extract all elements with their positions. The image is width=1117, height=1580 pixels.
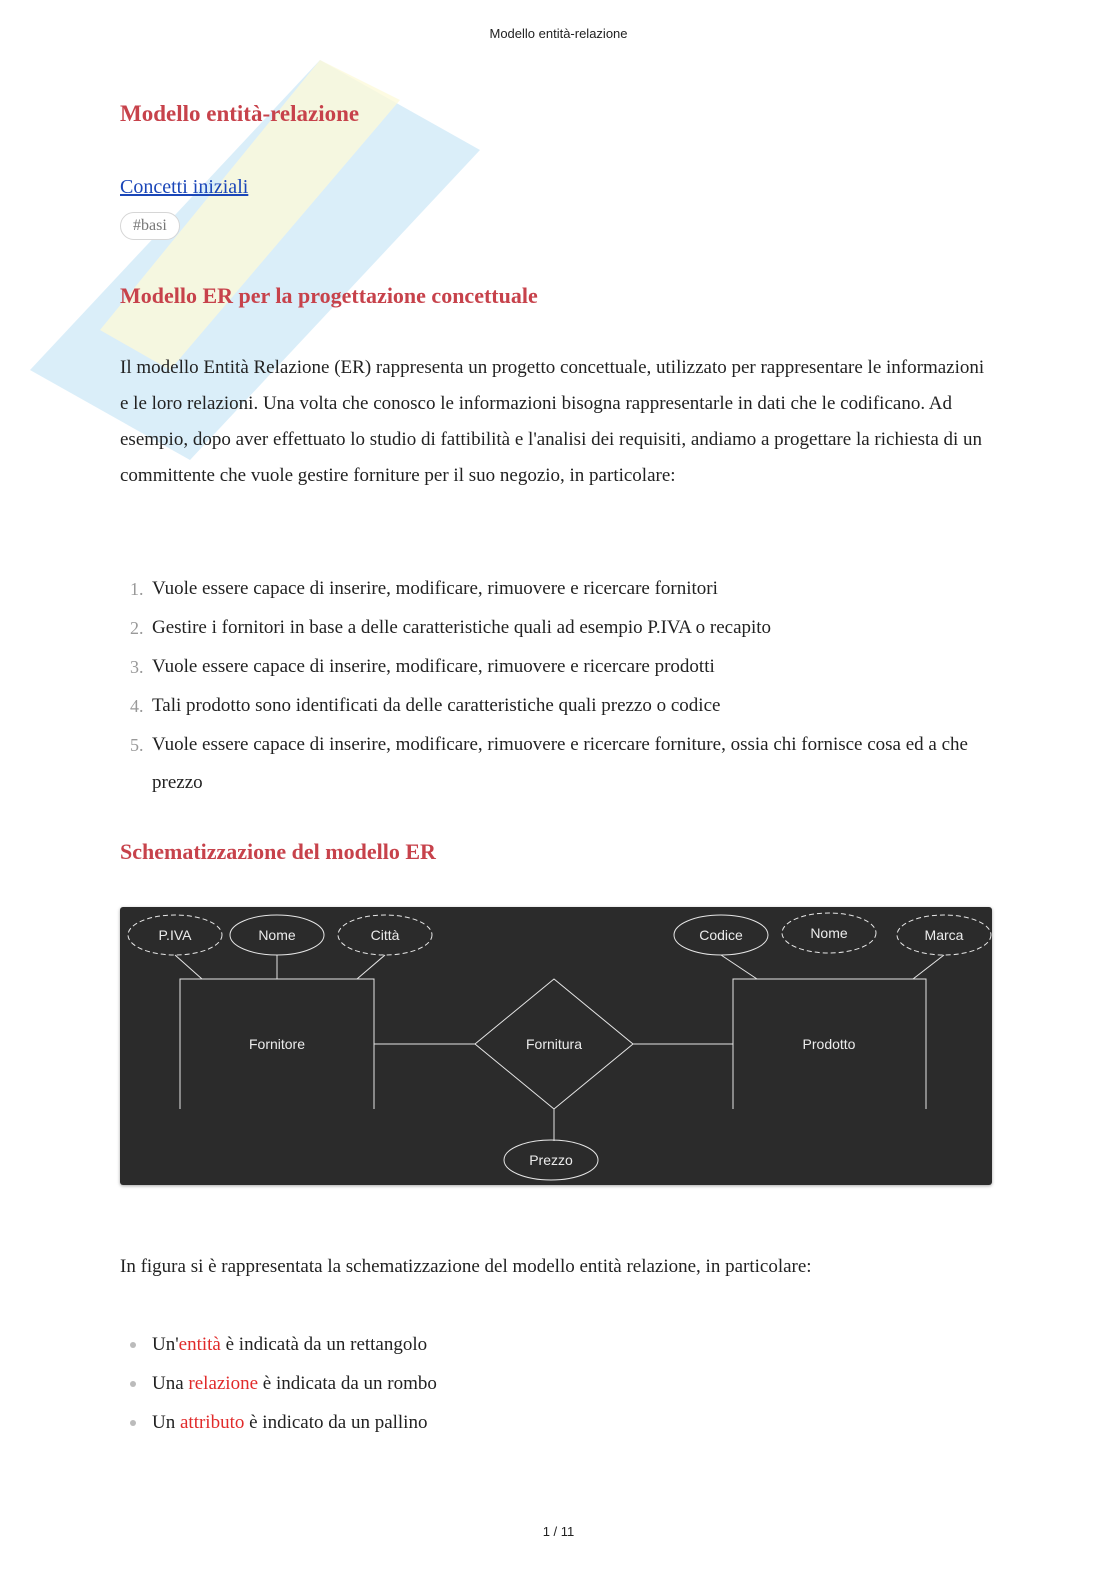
relation-label-fornitura: Fornitura	[525, 1036, 583, 1052]
er-diagram-svg	[120, 907, 992, 1185]
legend-post: è indicato da un pallino	[244, 1412, 428, 1433]
section-heading-schema: Schematizzazione del modello ER	[120, 839, 436, 864]
list-item	[120, 570, 992, 608]
bullet-icon	[130, 1342, 136, 1348]
list-number: 3.	[130, 657, 144, 677]
legend-list	[120, 1326, 992, 1443]
list-number: 2.	[130, 618, 144, 638]
intro-paragraph: Il modello Entità Relazione (ER) rappresenta un progetto concettuale, utilizzato per rappresentare le informazioni e le loro relazioni. Una volta che conosco le informazioni bisogna rappresentarle in dati che le codificano. Ad esempio, dopo aver effettuato lo studio di fattibilità e l'analisi dei requisiti, andiamo a progettare la richiesta di un committente che vuole gestire forniture per il suo negozio, in particolare:	[120, 357, 985, 486]
attr-link	[357, 955, 385, 979]
list-item-text: Tali prodotto sono identificati da delle caratteristiche quali prezzo o codice	[152, 695, 721, 716]
list-item	[120, 1326, 992, 1364]
legend-post: è indicata da un rombo	[258, 1373, 437, 1394]
legend-highlight: attributo	[179, 1412, 245, 1433]
attr-label-citta: Città	[370, 927, 400, 943]
entity-label-prodotto: Prodotto	[802, 1036, 856, 1052]
attr-label-prezzo: Prezzo	[529, 1152, 573, 1168]
list-number: 1.	[130, 579, 144, 599]
concetti-iniziali-link[interactable]: Concetti iniziali	[120, 176, 249, 198]
bullet-icon	[130, 1420, 136, 1426]
bullet-icon	[130, 1381, 136, 1387]
list-item-text: Vuole essere capace di inserire, modificare, rimuovere e ricercare prodotti	[152, 656, 715, 677]
requirements-list	[120, 570, 992, 803]
list-item	[120, 609, 992, 647]
page-number: 1 / 11	[542, 1524, 575, 1539]
list-item-text: Vuole essere capace di inserire, modificare, rimuovere e ricercare forniture, ossia chi fornisce cosa ed a che prezzo	[152, 734, 968, 793]
figure-description: In figura si è rappresentata la schematizzazione del modello entità relazione, in particolare:	[120, 1256, 812, 1277]
legend-pre: Un'	[152, 1334, 179, 1355]
section-heading-er: Modello ER per la progettazione concettuale	[120, 283, 538, 308]
attr-label-marca: Marca	[924, 927, 964, 943]
list-item	[120, 648, 992, 686]
attr-link	[721, 955, 757, 979]
legend-pre: Una	[152, 1373, 189, 1394]
attr-label-codice: Codice	[699, 927, 743, 943]
attr-label-nome-right: Nome	[810, 925, 848, 941]
list-item	[120, 687, 992, 725]
attr-label-nome-left: Nome	[258, 927, 296, 943]
page-title: Modello entità-relazione	[120, 101, 360, 126]
legend-highlight: relazione	[188, 1373, 259, 1394]
legend-highlight: entità	[178, 1334, 221, 1355]
attr-label-piva: P.IVA	[158, 927, 192, 943]
tag-basi[interactable]: #basi	[120, 212, 180, 240]
list-item	[120, 1365, 992, 1403]
running-header: Modello entità-relazione	[489, 26, 628, 41]
list-number: 5.	[130, 735, 144, 755]
list-item-text: Gestire i fornitori in base a delle caratteristiche quali ad esempio P.IVA o recapito	[152, 617, 772, 638]
attr-link	[175, 955, 202, 979]
attr-link	[913, 955, 944, 979]
list-number: 4.	[130, 696, 144, 716]
list-item	[120, 1404, 992, 1442]
list-item-text: Vuole essere capace di inserire, modificare, rimuovere e ricercare fornitori	[152, 578, 718, 599]
legend-pre: Un	[152, 1412, 180, 1433]
list-item	[120, 726, 992, 802]
entity-label-fornitore: Fornitore	[248, 1036, 306, 1052]
legend-post: è indicatà da un rettangolo	[220, 1334, 428, 1355]
er-diagram	[120, 907, 992, 1185]
